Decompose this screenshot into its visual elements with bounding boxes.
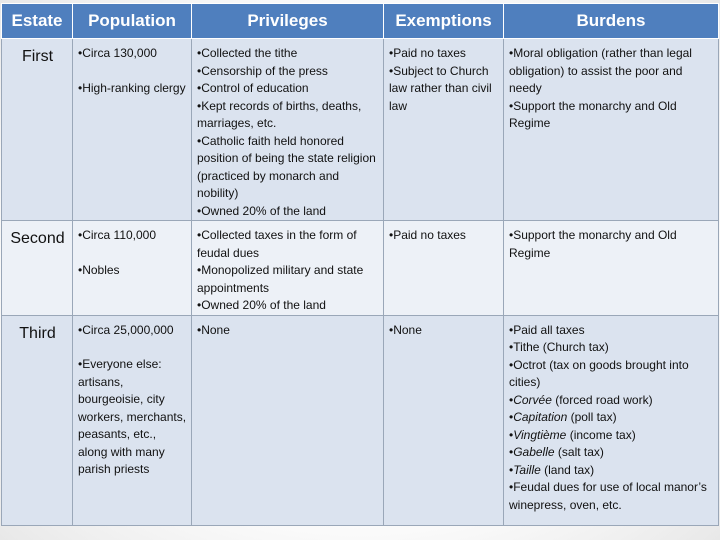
exemption-item: •Paid no taxes (389, 46, 466, 60)
header-row (2, 4, 719, 39)
burden-item-vingtieme: •Vingtième (income tax) (509, 427, 636, 442)
burden-item: •Feudal dues for use of local manor’s winepress, oven, etc. (509, 480, 707, 512)
tax-term: Vingtième (513, 427, 567, 442)
privilege-item: •Control of education (197, 81, 309, 95)
burden-item-capitation: •Capitation (poll tax) (509, 410, 617, 424)
privilege-item: •Owned 20% of the land (197, 203, 326, 218)
population-item: •Circa 130,000 (78, 46, 157, 60)
privilege-item: •Catholic faith held honored position of being the state religion (practiced by monarch and nobility) (197, 133, 376, 200)
tax-term: Corvée (513, 392, 552, 407)
column-header-exemptions: Exemptions (384, 4, 504, 39)
tax-term: Gabelle (513, 445, 555, 459)
privilege-item: •Censorship of the press (197, 63, 328, 78)
burden-item: •Octrot (tax on goods brought into cities) (509, 357, 689, 389)
column-header-estate: Estate (2, 4, 73, 39)
population-cell (73, 39, 192, 221)
table-row-first-estate (2, 39, 719, 221)
tax-description: (poll tax) (567, 410, 617, 424)
burden-item-gabelle: •Gabelle (salt tax) (509, 445, 604, 459)
tax-description: (income tax) (566, 427, 636, 442)
burden-item-corvee: •Corvée (forced road work) (509, 392, 653, 407)
population-item: •High-ranking clergy (78, 80, 186, 95)
privilege-item: •Collected taxes in the form of feudal dues (197, 228, 357, 260)
column-header-burdens: Burdens (504, 4, 719, 39)
estate-name: Third (2, 315, 73, 525)
exemption-item: •Paid no taxes (389, 228, 466, 242)
table-row-third-estate (2, 315, 719, 525)
exemptions-cell (384, 39, 504, 221)
population-item: •Circa 110,000 (78, 228, 157, 242)
population-item: •Everyone else: artisans, bourgeoisie, city workers, merchants, peasants, etc., along with many parish priests (78, 357, 187, 476)
burden-item: •Support the monarchy and Old Regime (509, 228, 677, 260)
population-item: •Nobles (78, 262, 120, 277)
column-header-privileges: Privileges (192, 4, 384, 39)
tax-term: Capitation (513, 410, 568, 424)
burden-item: •Paid all taxes (509, 322, 585, 337)
privilege-item: •Collected the tithe (197, 46, 298, 60)
exemptions-cell (384, 221, 504, 316)
estate-name: First (2, 39, 73, 221)
population-cell (73, 315, 192, 525)
burdens-cell (504, 315, 719, 525)
burden-item: •Moral obligation (rather than legal obligation) to assist the poor and needy (509, 46, 692, 95)
exemption-item: •None (389, 322, 422, 337)
tax-description: (salt tax) (554, 445, 604, 459)
privilege-item: •Owned 20% of the land (197, 298, 326, 312)
estates-table (1, 3, 719, 526)
population-cell (73, 221, 192, 316)
population-item: •Circa 25,000,000 (78, 322, 174, 337)
privileges-cell (192, 315, 384, 525)
exemption-item: •Subject to Church law rather than civil law (389, 63, 492, 113)
burden-item-taille: •Taille (land tax) (509, 462, 595, 477)
burden-item: •Support the monarchy and Old Regime (509, 98, 677, 130)
tax-description: (land tax) (540, 462, 595, 477)
column-header-population: Population (73, 4, 192, 39)
privilege-item: •Monopolized military and state appointments (197, 263, 364, 295)
tax-term: Taille (513, 462, 541, 477)
tax-description: (forced road work) (551, 392, 653, 407)
table-row-second-estate (2, 221, 719, 316)
burdens-cell (504, 221, 719, 316)
burdens-cell (504, 39, 719, 221)
privileges-cell (192, 39, 384, 221)
burden-item: •Tithe (Church tax) (509, 340, 609, 354)
privilege-item: •Kept records of births, deaths, marriages, etc. (197, 98, 362, 130)
exemptions-cell (384, 315, 504, 525)
privilege-item: •None (197, 322, 230, 337)
estate-name: Second (2, 221, 73, 316)
privileges-cell (192, 221, 384, 316)
